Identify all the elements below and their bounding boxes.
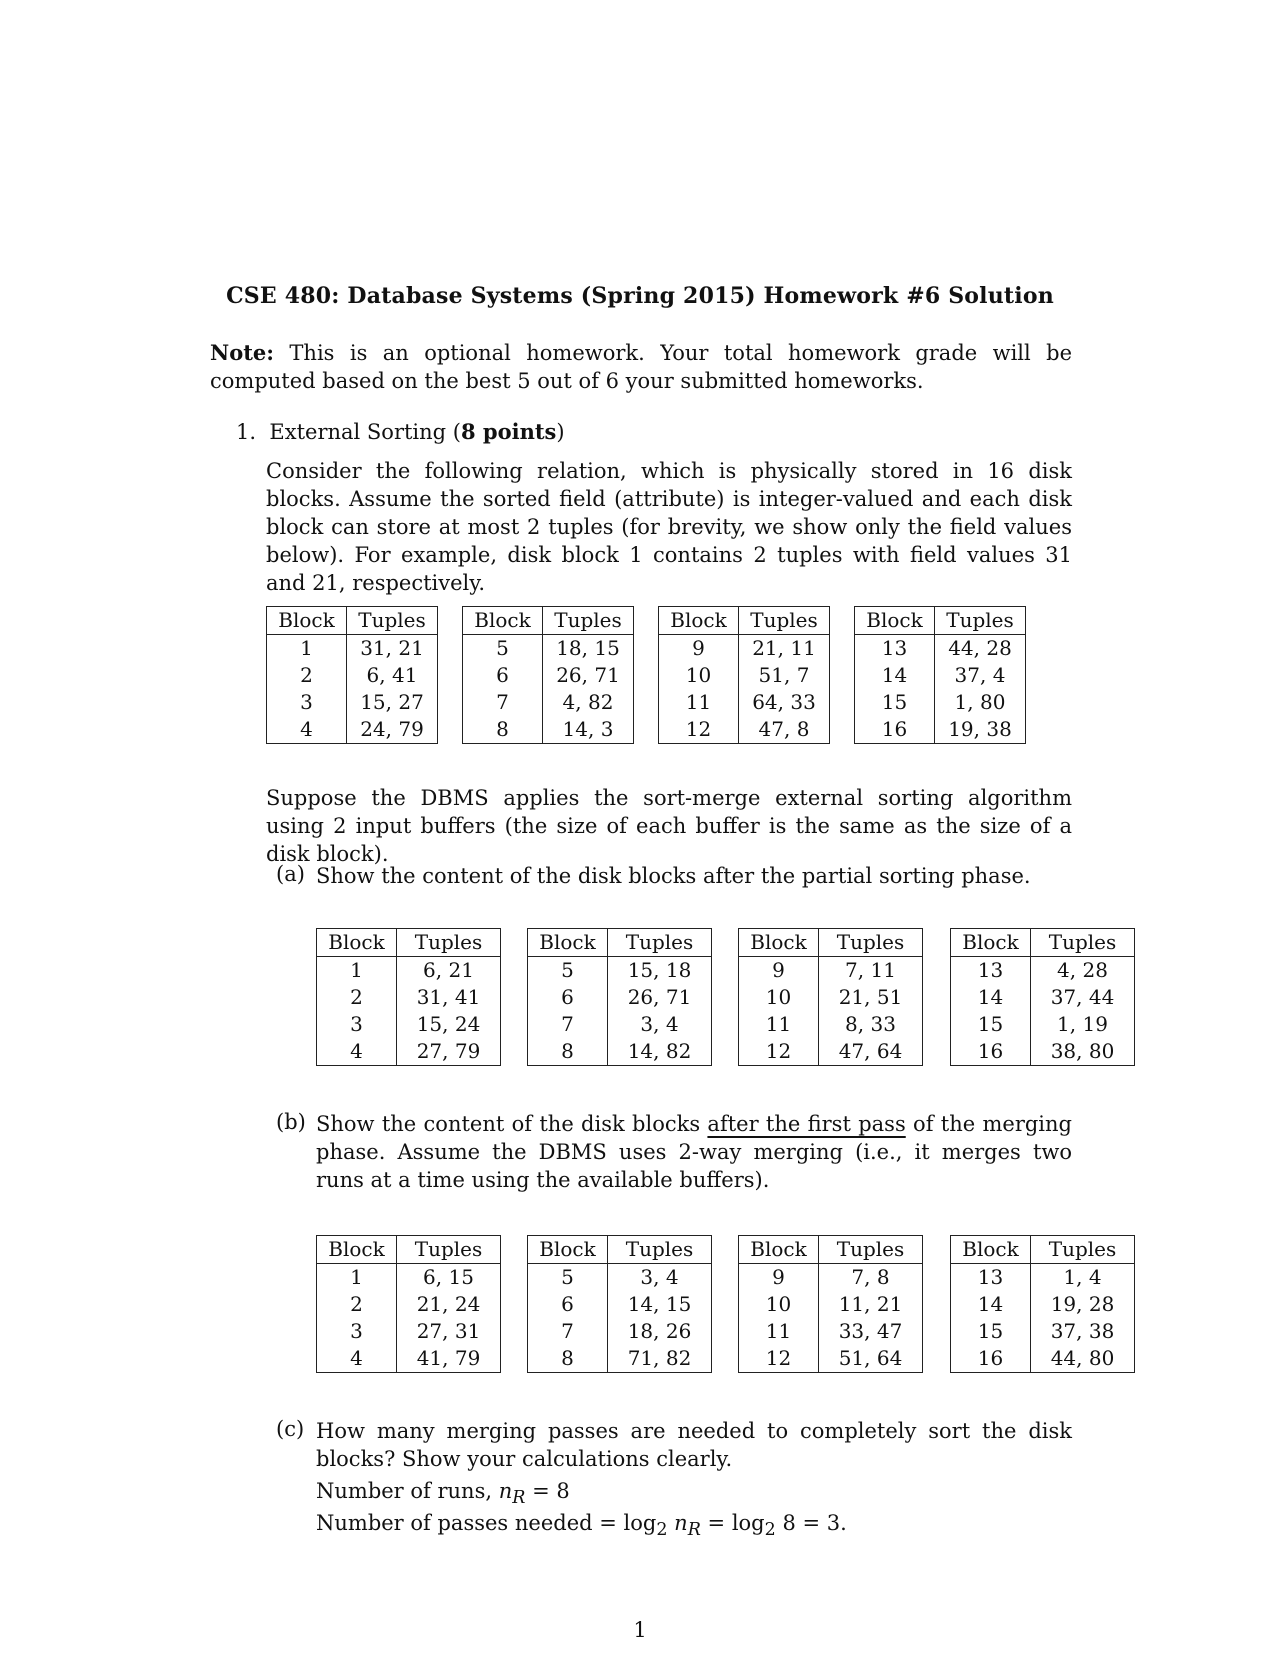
tuples-cell: 7, 8 bbox=[819, 1264, 923, 1292]
tuples-cell: 26, 71 bbox=[608, 984, 712, 1011]
col-header-tuples: Tuples bbox=[739, 607, 830, 635]
table-row bbox=[855, 716, 1026, 744]
tuples-cell: 24, 79 bbox=[347, 716, 438, 744]
subquestion-b-text-post: of the merging phase. Assume the DBMS uses 2-way merging (i.e., it merges two runs at a time using the available buffers). bbox=[316, 1112, 1072, 1192]
question-1-intro: Consider the following relation, which is physically stored in 16 disk blocks. Assume the sorted field (attribute) is integer-valued and each disk block can store at most 2 tuples (for brevity, we show only the field values below). For example, disk block 1 contains 2 tuples with field values 31 and 21, respectively. bbox=[266, 459, 1072, 595]
block-number-cell: 6 bbox=[528, 984, 608, 1011]
block-number-cell: 1 bbox=[317, 1264, 397, 1292]
table-row bbox=[739, 1345, 923, 1373]
runs-value: = 8 bbox=[525, 1479, 570, 1503]
col-header-block: Block bbox=[951, 1236, 1031, 1264]
tuples-cell: 14, 82 bbox=[608, 1038, 712, 1066]
first-pass-table-1 bbox=[316, 1235, 501, 1373]
col-header-tuples: Tuples bbox=[543, 607, 634, 635]
tuples-cell: 4, 28 bbox=[1031, 957, 1135, 985]
col-header-block: Block bbox=[463, 607, 543, 635]
table-row bbox=[463, 716, 634, 744]
tuples-cell: 6, 15 bbox=[397, 1264, 501, 1292]
table-row bbox=[528, 957, 712, 985]
tuples-cell: 37, 38 bbox=[1031, 1318, 1135, 1345]
table-row bbox=[739, 1318, 923, 1345]
tuples-cell: 47, 64 bbox=[819, 1038, 923, 1066]
table-row bbox=[951, 984, 1135, 1011]
col-header-tuples: Tuples bbox=[935, 607, 1026, 635]
block-number-cell: 9 bbox=[659, 635, 739, 663]
tuples-cell: 19, 38 bbox=[935, 716, 1026, 744]
col-header-block: Block bbox=[855, 607, 935, 635]
block-number-cell: 9 bbox=[739, 1264, 819, 1292]
col-header-tuples: Tuples bbox=[1031, 929, 1135, 957]
initial-table-1 bbox=[266, 606, 438, 744]
block-number-cell: 14 bbox=[951, 984, 1031, 1011]
col-header-block: Block bbox=[659, 607, 739, 635]
subquestion-a-label: (a) bbox=[276, 862, 305, 886]
subquestion-b-text-pre: Show the content of the disk blocks bbox=[316, 1112, 708, 1136]
first-pass-table-2 bbox=[527, 1235, 712, 1373]
tuples-cell: 15, 18 bbox=[608, 957, 712, 985]
table-row bbox=[267, 716, 438, 744]
tuples-cell: 51, 7 bbox=[739, 662, 830, 689]
tuples-cell: 21, 11 bbox=[739, 635, 830, 663]
subquestion-c bbox=[276, 1417, 1072, 1547]
table-row bbox=[528, 1011, 712, 1038]
col-header-block: Block bbox=[739, 929, 819, 957]
col-header-block: Block bbox=[951, 929, 1031, 957]
tuples-cell: 6, 21 bbox=[397, 957, 501, 985]
passes-sub: R bbox=[687, 1520, 701, 1541]
block-number-cell: 10 bbox=[659, 662, 739, 689]
block-number-cell: 11 bbox=[739, 1318, 819, 1345]
table-row bbox=[855, 635, 1026, 663]
table-row bbox=[855, 689, 1026, 716]
table-row bbox=[528, 1038, 712, 1066]
tuples-cell: 64, 33 bbox=[739, 689, 830, 716]
col-header-tuples: Tuples bbox=[819, 1236, 923, 1264]
block-number-cell: 6 bbox=[528, 1291, 608, 1318]
passes-label: Number of passes needed = log bbox=[316, 1511, 657, 1535]
question-number: 1. bbox=[236, 420, 257, 444]
tuples-cell: 18, 26 bbox=[608, 1318, 712, 1345]
block-number-cell: 4 bbox=[317, 1038, 397, 1066]
tuples-cell: 27, 79 bbox=[397, 1038, 501, 1066]
tuples-cell: 31, 21 bbox=[347, 635, 438, 663]
table-row bbox=[659, 635, 830, 663]
table-row bbox=[659, 716, 830, 744]
tuples-cell: 1, 4 bbox=[1031, 1264, 1135, 1292]
partial-sort-table-1 bbox=[316, 928, 501, 1066]
table-row bbox=[317, 1291, 501, 1318]
tuples-cell: 7, 11 bbox=[819, 957, 923, 985]
block-number-cell: 7 bbox=[528, 1011, 608, 1038]
table-row bbox=[528, 984, 712, 1011]
table-row bbox=[267, 662, 438, 689]
block-number-cell: 12 bbox=[659, 716, 739, 744]
question-1-suppose: Suppose the DBMS applies the sort-merge external sorting algorithm using 2 input buffers (the size of each buffer is the same as the size of a disk block). bbox=[266, 786, 1072, 866]
runs-sub: R bbox=[512, 1488, 526, 1509]
col-header-tuples: Tuples bbox=[819, 929, 923, 957]
passes-line: Number of passes needed = $\log_2 n_R = \log_2 8 = 3$. bbox=[316, 1511, 847, 1541]
tuples-cell: 4, 82 bbox=[543, 689, 634, 716]
tuples-cell: 51, 64 bbox=[819, 1345, 923, 1373]
block-number-cell: 7 bbox=[463, 689, 543, 716]
tuples-cell: 15, 27 bbox=[347, 689, 438, 716]
block-number-cell: 9 bbox=[739, 957, 819, 985]
tuples-cell: 33, 47 bbox=[819, 1318, 923, 1345]
first-pass-table-3 bbox=[738, 1235, 923, 1373]
tuples-cell: 1, 19 bbox=[1031, 1011, 1135, 1038]
subquestion-b bbox=[276, 1110, 1072, 1200]
initial-table-3 bbox=[658, 606, 830, 744]
table-row bbox=[739, 1011, 923, 1038]
block-number-cell: 15 bbox=[951, 1011, 1031, 1038]
tuples-cell: 21, 51 bbox=[819, 984, 923, 1011]
table-row bbox=[739, 957, 923, 985]
block-number-cell: 4 bbox=[267, 716, 347, 744]
col-header-block: Block bbox=[528, 1236, 608, 1264]
table-row bbox=[951, 1318, 1135, 1345]
table-row bbox=[267, 689, 438, 716]
block-number-cell: 13 bbox=[951, 957, 1031, 985]
tuples-cell: 1, 80 bbox=[935, 689, 1026, 716]
partial-sort-table-3 bbox=[738, 928, 923, 1066]
tuples-cell: 37, 44 bbox=[1031, 984, 1135, 1011]
table-row bbox=[739, 984, 923, 1011]
col-header-tuples: Tuples bbox=[608, 1236, 712, 1264]
note-label: Note: bbox=[210, 340, 275, 365]
col-header-tuples: Tuples bbox=[1031, 1236, 1135, 1264]
tuples-cell: 44, 28 bbox=[935, 635, 1026, 663]
block-number-cell: 13 bbox=[855, 635, 935, 663]
block-number-cell: 5 bbox=[463, 635, 543, 663]
block-number-cell: 12 bbox=[739, 1345, 819, 1373]
subquestion-b-text-underlined: after the first pass bbox=[707, 1112, 906, 1136]
col-header-block: Block bbox=[739, 1236, 819, 1264]
subquestion-a-text: Show the content of the disk blocks after the partial sorting phase. bbox=[316, 864, 1031, 888]
tuples-cell: 31, 41 bbox=[397, 984, 501, 1011]
passes-mid: = log bbox=[700, 1511, 765, 1535]
subquestion-c-label: (c) bbox=[276, 1417, 305, 1441]
table-row bbox=[317, 1318, 501, 1345]
table-row bbox=[317, 984, 501, 1011]
table-row bbox=[951, 1291, 1135, 1318]
block-number-cell: 4 bbox=[317, 1345, 397, 1373]
tuples-cell: 6, 41 bbox=[347, 662, 438, 689]
block-number-cell: 16 bbox=[951, 1038, 1031, 1066]
block-number-cell: 10 bbox=[739, 1291, 819, 1318]
col-header-tuples: Tuples bbox=[347, 607, 438, 635]
tuples-cell: 26, 71 bbox=[543, 662, 634, 689]
table-row bbox=[951, 957, 1135, 985]
table-row bbox=[528, 1345, 712, 1373]
block-number-cell: 2 bbox=[267, 662, 347, 689]
subquestion-b-label: (b) bbox=[276, 1110, 306, 1134]
question-heading-close: ) bbox=[556, 420, 565, 444]
passes-var: n bbox=[674, 1511, 688, 1535]
block-number-cell: 13 bbox=[951, 1264, 1031, 1292]
first-pass-table-4 bbox=[950, 1235, 1135, 1373]
table-row bbox=[739, 1291, 923, 1318]
block-number-cell: 7 bbox=[528, 1318, 608, 1345]
table-row bbox=[463, 689, 634, 716]
tuples-cell: 11, 21 bbox=[819, 1291, 923, 1318]
tuples-cell: 27, 31 bbox=[397, 1318, 501, 1345]
tuples-cell: 47, 8 bbox=[739, 716, 830, 744]
runs-line bbox=[316, 1479, 570, 1508]
table-row bbox=[528, 1264, 712, 1292]
tuples-cell: 41, 79 bbox=[397, 1345, 501, 1373]
question-points: 8 points bbox=[460, 419, 557, 444]
block-number-cell: 16 bbox=[951, 1345, 1031, 1373]
table-row bbox=[528, 1318, 712, 1345]
tuples-cell: 19, 28 bbox=[1031, 1291, 1135, 1318]
table-row bbox=[317, 1038, 501, 1066]
col-header-block: Block bbox=[267, 607, 347, 635]
runs-label: Number of runs, bbox=[316, 1479, 499, 1503]
table-row bbox=[317, 1345, 501, 1373]
tuples-cell: 38, 80 bbox=[1031, 1038, 1135, 1066]
block-number-cell: 5 bbox=[528, 957, 608, 985]
col-header-tuples: Tuples bbox=[608, 929, 712, 957]
page-title: CSE 480: Database Systems (Spring 2015) Homework #6 Solution bbox=[226, 283, 1054, 309]
block-number-cell: 2 bbox=[317, 1291, 397, 1318]
block-number-cell: 16 bbox=[855, 716, 935, 744]
col-header-block: Block bbox=[317, 1236, 397, 1264]
initial-table-4 bbox=[854, 606, 1026, 744]
block-number-cell: 11 bbox=[739, 1011, 819, 1038]
block-number-cell: 10 bbox=[739, 984, 819, 1011]
tuples-cell: 18, 15 bbox=[543, 635, 634, 663]
note-text: This is an optional homework. Your total homework grade will be computed based on the best 5 out of 6 your submitted homeworks. bbox=[210, 341, 1072, 393]
block-number-cell: 3 bbox=[317, 1318, 397, 1345]
table-row bbox=[659, 662, 830, 689]
tuples-cell: 14, 15 bbox=[608, 1291, 712, 1318]
col-header-tuples: Tuples bbox=[397, 1236, 501, 1264]
partial-sort-table-4 bbox=[950, 928, 1135, 1066]
note-paragraph bbox=[210, 339, 1072, 395]
block-number-cell: 6 bbox=[463, 662, 543, 689]
partial-sort-table-2 bbox=[527, 928, 712, 1066]
table-row bbox=[951, 1011, 1135, 1038]
table-row bbox=[317, 957, 501, 985]
col-header-block: Block bbox=[317, 929, 397, 957]
block-number-cell: 8 bbox=[528, 1038, 608, 1066]
block-number-cell: 12 bbox=[739, 1038, 819, 1066]
block-number-cell: 3 bbox=[267, 689, 347, 716]
block-number-cell: 15 bbox=[855, 689, 935, 716]
col-header-tuples: Tuples bbox=[397, 929, 501, 957]
question-heading: External Sorting ( bbox=[269, 420, 461, 444]
table-row bbox=[317, 1011, 501, 1038]
tuples-cell: 8, 33 bbox=[819, 1011, 923, 1038]
table-row bbox=[951, 1264, 1135, 1292]
block-number-cell: 1 bbox=[267, 635, 347, 663]
tuples-cell: 37, 4 bbox=[935, 662, 1026, 689]
table-row bbox=[739, 1264, 923, 1292]
subquestion-a bbox=[276, 862, 1072, 892]
table-row bbox=[463, 635, 634, 663]
tuples-cell: 15, 24 bbox=[397, 1011, 501, 1038]
runs-var: n bbox=[498, 1479, 513, 1503]
block-number-cell: 14 bbox=[951, 1291, 1031, 1318]
table-row bbox=[855, 662, 1026, 689]
question-1-heading bbox=[236, 419, 565, 444]
table-row bbox=[951, 1038, 1135, 1066]
block-number-cell: 1 bbox=[317, 957, 397, 985]
tuples-cell: 3, 4 bbox=[608, 1011, 712, 1038]
table-row bbox=[317, 1264, 501, 1292]
page-number: 1 bbox=[633, 1618, 647, 1642]
block-number-cell: 8 bbox=[463, 716, 543, 744]
tuples-cell: 14, 3 bbox=[543, 716, 634, 744]
initial-table-2 bbox=[462, 606, 634, 744]
block-number-cell: 5 bbox=[528, 1264, 608, 1292]
table-row bbox=[463, 662, 634, 689]
block-number-cell: 2 bbox=[317, 984, 397, 1011]
col-header-block: Block bbox=[528, 929, 608, 957]
tuples-cell: 44, 80 bbox=[1031, 1345, 1135, 1373]
table-row bbox=[659, 689, 830, 716]
block-number-cell: 11 bbox=[659, 689, 739, 716]
table-row bbox=[951, 1345, 1135, 1373]
tuples-cell: 3, 4 bbox=[608, 1264, 712, 1292]
block-number-cell: 15 bbox=[951, 1318, 1031, 1345]
subquestion-b-text bbox=[316, 1110, 1072, 1194]
table-row bbox=[739, 1038, 923, 1066]
table-row bbox=[528, 1291, 712, 1318]
tuples-cell: 21, 24 bbox=[397, 1291, 501, 1318]
tuples-cell: 71, 82 bbox=[608, 1345, 712, 1373]
subquestion-c-text: How many merging passes are needed to completely sort the disk blocks? Show your calculations clearly. bbox=[316, 1419, 1072, 1471]
passes-end: 8 = 3. bbox=[775, 1511, 847, 1535]
block-number-cell: 14 bbox=[855, 662, 935, 689]
table-row bbox=[267, 635, 438, 663]
block-number-cell: 3 bbox=[317, 1011, 397, 1038]
block-number-cell: 8 bbox=[528, 1345, 608, 1373]
